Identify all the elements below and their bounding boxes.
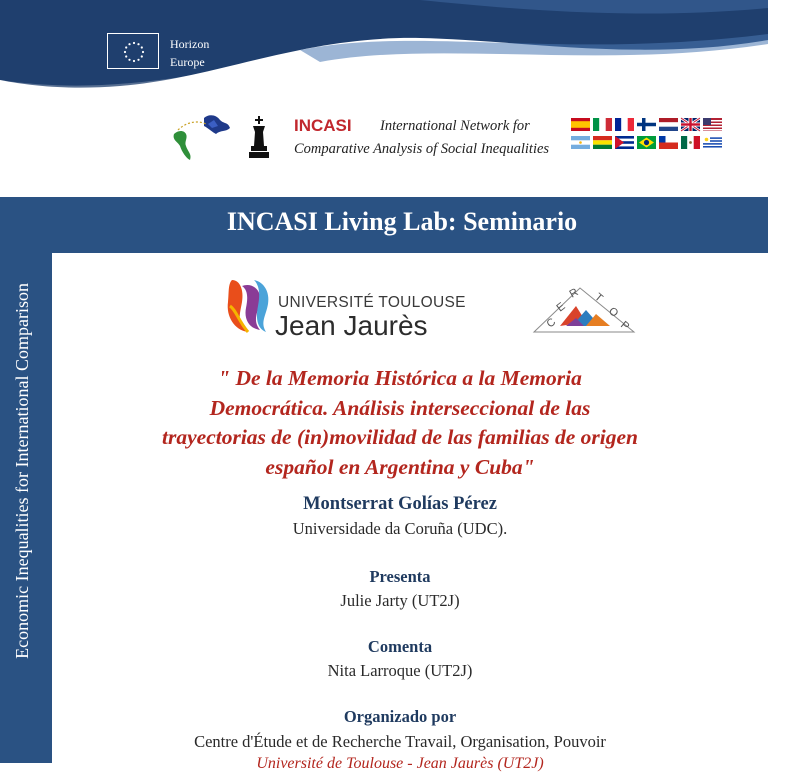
university-name-line2: Jean Jaurès xyxy=(275,310,428,341)
certop-letter-o: O xyxy=(606,305,621,320)
chile-flag-icon xyxy=(659,136,678,149)
world-map-icon xyxy=(170,112,236,164)
horizon-line: Horizon xyxy=(170,37,210,51)
certop-letter-t: T xyxy=(592,291,605,305)
talk-title-line4: español en Argentina y Cuba" xyxy=(265,454,535,479)
argentina-flag-icon xyxy=(571,136,590,149)
ut2j-emblem-icon xyxy=(226,276,272,336)
eu-flag-icon xyxy=(107,33,159,69)
certop-letter-r: R xyxy=(567,286,581,301)
organizado-university: Université de Toulouse - Jean Jaurès (UT2J) xyxy=(256,755,544,772)
presenta-value: Julie Jarty (UT2J) xyxy=(340,591,460,610)
flags-row-latam xyxy=(571,136,747,149)
netherlands-flag-icon xyxy=(659,118,678,131)
certop-letter-p: P xyxy=(618,319,632,334)
comenta-label: Comenta xyxy=(367,637,433,656)
france-flag-icon xyxy=(615,118,634,131)
talk-title xyxy=(100,364,700,482)
comenta-value: Nita Larroque (UT2J) xyxy=(327,661,473,680)
university-name-line1: UNIVERSITÉ TOULOUSE xyxy=(278,294,466,311)
spain-flag-icon xyxy=(571,118,590,131)
united-kingdom-flag-icon xyxy=(681,118,700,131)
brazil-flag-icon xyxy=(637,136,656,149)
flags-row-europe xyxy=(571,118,747,131)
incasi-wordmark: INCASI xyxy=(294,116,352,135)
talk-title-line3: trayectorias de (in)movilidad de las familias de origen xyxy=(162,425,638,449)
organizado-label: Organizado por xyxy=(343,707,457,726)
uruguay-flag-icon xyxy=(703,136,722,149)
europe-line: Europe xyxy=(170,55,205,69)
cuba-flag-icon xyxy=(615,136,634,149)
organizado-value: Centre d'Étude et de Recherche Travail, Organisation, Pouvoir xyxy=(194,732,606,751)
side-band-text: Economic Inequalities for International Comparison xyxy=(12,283,32,659)
speaker-name: Montserrat Golías Pérez xyxy=(303,494,497,514)
talk-title-line2: Democrática. Análisis interseccional de las xyxy=(209,395,591,420)
incasi-tagline-line1: International Network for xyxy=(380,118,530,134)
certop-text: C xyxy=(544,316,559,331)
finland-flag-icon xyxy=(637,118,656,131)
chess-king-icon xyxy=(246,114,272,160)
united-states-flag-icon xyxy=(703,118,722,131)
mexico-flag-icon xyxy=(681,136,700,149)
presenta-label: Presenta xyxy=(369,567,431,586)
talk-title-line1: " De la Memoria Histórica a la Memoria xyxy=(218,366,582,390)
seminar-title: INCASI Living Lab: Seminario xyxy=(226,207,578,236)
italy-flag-icon xyxy=(593,118,612,131)
horizon-europe-label xyxy=(170,35,209,71)
certop-logo xyxy=(520,276,640,342)
incasi-tagline-line2: Comparative Analysis of Social Inequalities xyxy=(294,141,550,157)
country-flags xyxy=(571,118,747,154)
speaker-affiliation: Universidade da Coruña (UDC). xyxy=(292,519,508,538)
certop-letter-e: E xyxy=(554,300,568,315)
bolivia-flag-icon xyxy=(593,136,612,149)
